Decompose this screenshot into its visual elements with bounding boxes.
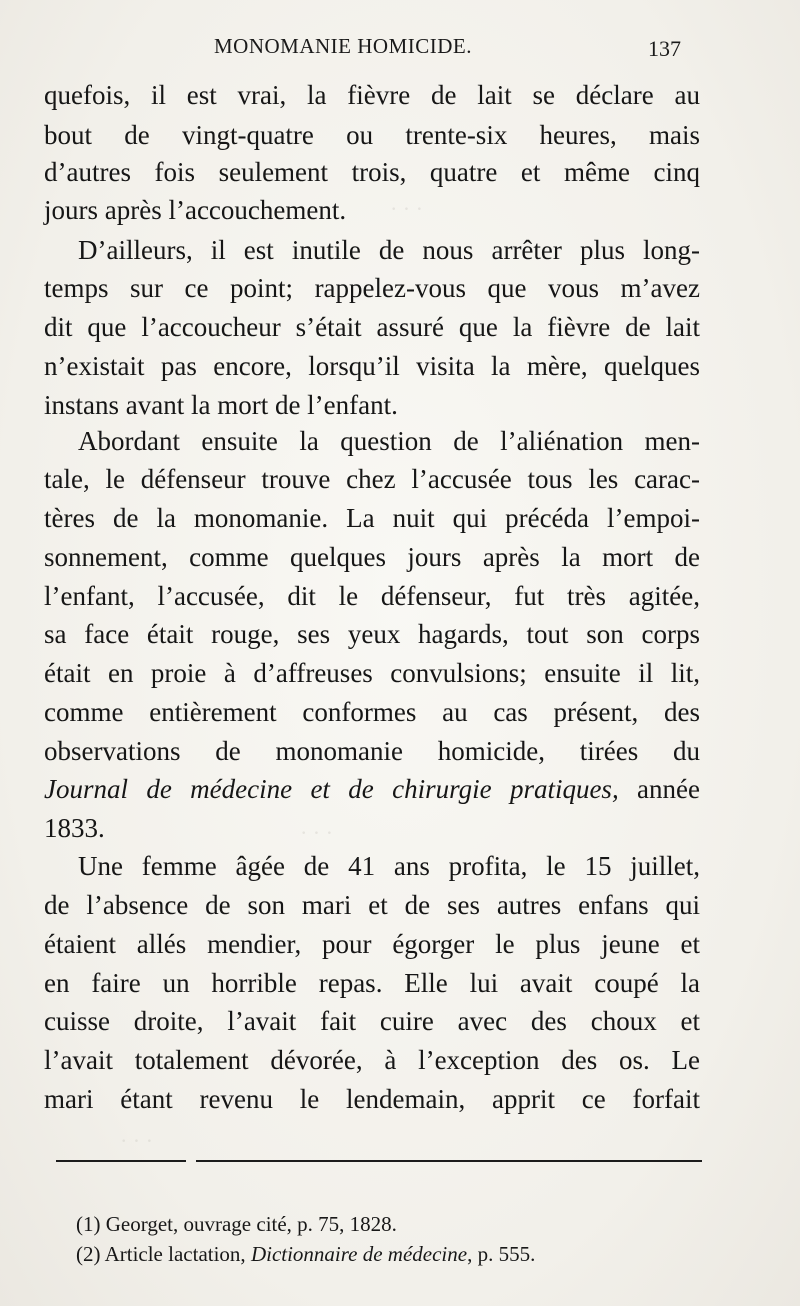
text-line-journal bbox=[44, 772, 700, 806]
text-line: bout de vingt-quatre ou trente-six heures, mais bbox=[44, 120, 700, 150]
text-line: Une femme âgée de 41 ans profita, le 15 juillet, bbox=[78, 851, 700, 881]
journal-title: Journal de médecine et de chirurgie pratiques, bbox=[44, 774, 619, 804]
show-through-mark: · · · bbox=[300, 820, 333, 845]
text-line: n’existait pas encore, lorsqu’il visita la mère, quelques bbox=[44, 351, 700, 381]
text-line: comme entièrement conformes au cas présent, des bbox=[44, 697, 700, 727]
show-through-mark: · · · bbox=[120, 1128, 153, 1153]
text-line: l’enfant, l’accusée, dit le défenseur, fut très agitée, bbox=[44, 581, 700, 611]
text-line: jours après l’accouchement. bbox=[44, 195, 347, 225]
text-line: tères de la monomanie. La nuit qui précéda l’empoi- bbox=[44, 503, 700, 533]
text-line: observations de monomanie homicide, tirées du bbox=[44, 736, 700, 766]
text-line: de l’absence de son mari et de ses autres enfans qui bbox=[44, 890, 700, 920]
text-line: en faire un horrible repas. Elle lui avait coupé la bbox=[44, 968, 700, 998]
text-line: mari étant revenu le lendemain, apprit ce forfait bbox=[44, 1084, 700, 1114]
text-line: cuisse droite, l’avait fait cuire avec des choux et bbox=[44, 1006, 700, 1036]
footnote-2 bbox=[76, 1240, 535, 1268]
text-line: était en proie à d’affreuses convulsions; ensuite il lit, bbox=[44, 658, 700, 688]
footnote-rule-left bbox=[56, 1160, 186, 1162]
text-line: d’autres fois seulement trois, quatre et même cinq bbox=[44, 157, 700, 187]
text-line: dit que l’accoucheur s’était assuré que la fièvre de lait bbox=[44, 312, 700, 342]
text-line: Abordant ensuite la question de l’aliénation men- bbox=[78, 426, 700, 456]
text-line: 1833. bbox=[44, 813, 105, 843]
footnote-rule-right bbox=[196, 1160, 702, 1162]
text-line: temps sur ce point; rappelez-vous que vous m’avez bbox=[44, 273, 700, 303]
text-line: sonnement, comme quelques jours après la mort de bbox=[44, 542, 700, 572]
text-line: l’avait totalement dévorée, à l’exception des os. Le bbox=[44, 1045, 700, 1075]
page-number: 137 bbox=[648, 36, 681, 61]
text-line: quefois, il est vrai, la fièvre de lait se déclare au bbox=[44, 80, 700, 110]
text-line: sa face était rouge, ses yeux hagards, tout son corps bbox=[44, 619, 700, 649]
footnote-2-title: Dictionnaire de médecine bbox=[250, 1242, 468, 1266]
text-line: tale, le défenseur trouve chez l’accusée tous les carac- bbox=[44, 464, 700, 494]
footnote-2-prefix: (2) Article lactation, bbox=[76, 1242, 251, 1266]
footnote-1: (1) Georget, ouvrage cité, p. 75, 1828. bbox=[76, 1212, 397, 1236]
text-line: D’ailleurs, il est inutile de nous arrêter plus long- bbox=[78, 235, 700, 265]
text-line: étaient allés mendier, pour égorger le plus jeune et bbox=[44, 929, 700, 959]
text-line: instans avant la mort de l’enfant. bbox=[44, 390, 398, 420]
show-through-mark: · · · bbox=[390, 196, 423, 221]
footnote-2-suffix: , p. 555. bbox=[467, 1242, 536, 1266]
running-head: MONOMANIE HOMICIDE. bbox=[214, 34, 472, 58]
journal-year-label: année bbox=[618, 774, 701, 804]
